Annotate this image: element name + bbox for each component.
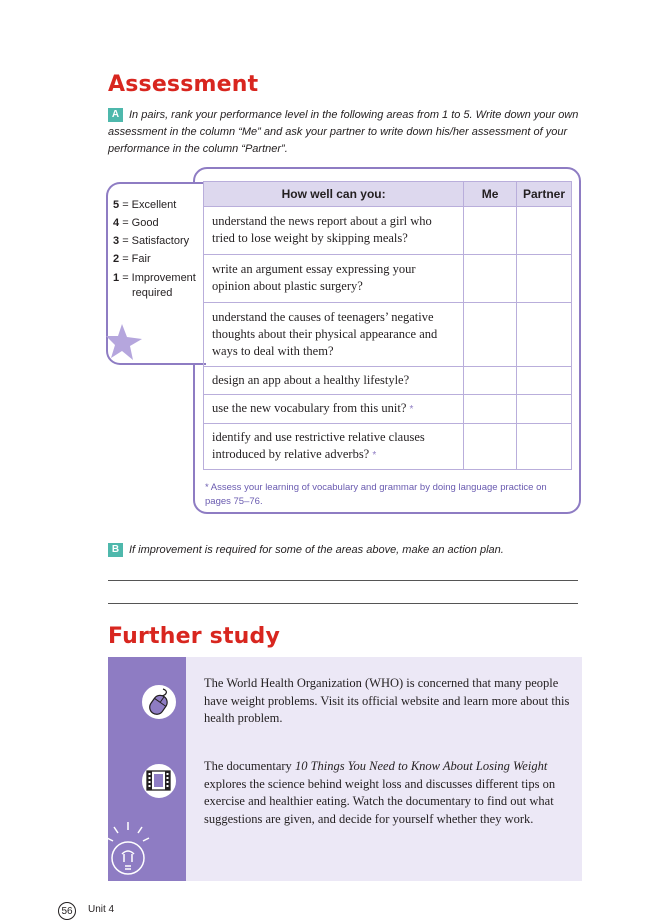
table-row <box>204 367 572 395</box>
partner-cell[interactable] <box>517 255 572 303</box>
skill-cell: write an argument essay expressing your opinion about plastic surgery? <box>204 255 464 303</box>
me-cell[interactable] <box>464 367 517 395</box>
header-how-well: How well can you: <box>204 182 464 207</box>
lightbulb-icon <box>104 818 156 878</box>
partner-cell[interactable] <box>517 395 572 424</box>
assessment-title: Assessment <box>108 72 259 97</box>
section-b-text: If improvement is required for some of the areas above, make an action plan. <box>129 544 504 556</box>
legend-item: 2 = Fair <box>113 253 151 265</box>
table-header-row <box>204 182 572 207</box>
film-icon <box>140 762 178 800</box>
answer-line[interactable] <box>108 580 578 581</box>
legend-item: 1 = Improvement required <box>113 272 196 299</box>
partner-cell[interactable] <box>517 424 572 470</box>
table-row <box>204 207 572 255</box>
mouse-icon <box>140 683 178 721</box>
me-cell[interactable] <box>464 255 517 303</box>
legend-item: 3 = Satisfactory <box>113 235 190 247</box>
further-study-item-1: The World Health Organization (WHO) is concerned that many people have weight problems. Visit its official website and learn more about this health problem. <box>204 676 570 725</box>
skill-cell: identify and use restrictive relative clauses introduced by relative adverbs? * <box>204 424 464 470</box>
section-a-text: In pairs, rank your performance level in the following areas from 1 to 5. Write down your own assessment in the column “Me” and ask your partner to write down his/her assessment of your performance in the column “Partner”. <box>108 109 579 155</box>
legend-item: 4 = Good <box>113 217 159 229</box>
header-me: Me <box>464 182 517 207</box>
section-a-instruction <box>108 107 586 158</box>
table-row <box>204 395 572 424</box>
assessment-table <box>203 181 572 470</box>
skill-cell: understand the news report about a girl who tried to lose weight by skipping meals? <box>204 207 464 255</box>
documentary-title: 10 Things You Need to Know About Losing Weight <box>294 759 548 773</box>
table-row <box>204 255 572 303</box>
page-number: 56 <box>58 902 76 920</box>
skill-cell: use the new vocabulary from this unit? * <box>204 395 464 424</box>
star-icon <box>106 322 146 362</box>
section-b-instruction <box>108 542 586 559</box>
skill-cell: design an app about a healthy lifestyle? <box>204 367 464 395</box>
answer-line[interactable] <box>108 603 578 604</box>
partner-cell[interactable] <box>517 367 572 395</box>
rating-legend <box>113 196 205 301</box>
skill-cell: understand the causes of teenagers’ negative thoughts about their physical appearance and ways to deal with them? <box>204 303 464 367</box>
unit-label: Unit 4 <box>88 904 115 915</box>
further-study-item-2: The documentary 10 Things You Need to Know About Losing Weight explores the science behind weight loss and discusses different tips on exercise and healthier eating. Watch the documentary to find out what suggestions are given, and decide for yourself whether they work. <box>204 759 556 826</box>
table-footnote: * Assess your learning of vocabulary and grammar by doing language practice on pages 75–76. <box>205 482 547 507</box>
partner-cell[interactable] <box>517 207 572 255</box>
further-study-title: Further study <box>108 624 281 649</box>
section-b-tag: B <box>108 543 123 557</box>
me-cell[interactable] <box>464 424 517 470</box>
me-cell[interactable] <box>464 207 517 255</box>
me-cell[interactable] <box>464 303 517 367</box>
table-row <box>204 303 572 367</box>
legend-item: 5 = Excellent <box>113 199 177 211</box>
section-a-tag: A <box>108 108 123 122</box>
me-cell[interactable] <box>464 395 517 424</box>
partner-cell[interactable] <box>517 303 572 367</box>
header-partner: Partner <box>517 182 572 207</box>
table-row <box>204 424 572 470</box>
